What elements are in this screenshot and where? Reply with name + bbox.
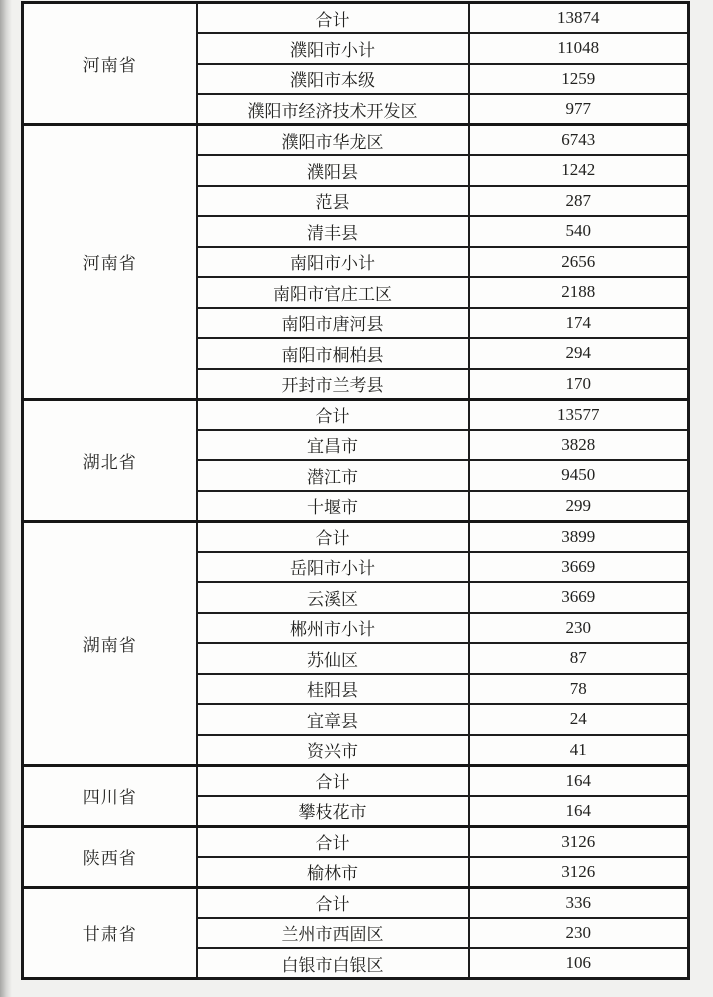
value-cell: 294 <box>469 338 689 369</box>
value-cell: 2656 <box>469 247 689 278</box>
region-cell: 郴州市小计 <box>197 613 469 644</box>
value-cell: 3899 <box>469 521 689 552</box>
value-cell: 6743 <box>469 125 689 156</box>
table-row <box>23 826 689 857</box>
region-cell: 白银市白银区 <box>197 948 469 979</box>
table-row <box>23 125 689 156</box>
region-cell: 岳阳市小计 <box>197 552 469 583</box>
value-cell: 299 <box>469 491 689 522</box>
region-cell: 苏仙区 <box>197 643 469 674</box>
value-cell: 13874 <box>469 3 689 34</box>
value-cell: 3669 <box>469 582 689 613</box>
region-cell: 开封市兰考县 <box>197 369 469 400</box>
value-cell: 13577 <box>469 399 689 430</box>
value-cell: 24 <box>469 704 689 735</box>
value-cell: 230 <box>469 918 689 949</box>
table-row <box>23 765 689 796</box>
province-cell: 河南省 <box>23 3 197 125</box>
value-cell: 87 <box>469 643 689 674</box>
region-cell: 榆林市 <box>197 857 469 888</box>
region-cell: 濮阳市本级 <box>197 64 469 95</box>
table-body <box>23 3 689 979</box>
table-row <box>23 3 689 34</box>
region-cell: 十堰市 <box>197 491 469 522</box>
value-cell: 1242 <box>469 155 689 186</box>
region-cell: 合计 <box>197 826 469 857</box>
value-cell: 170 <box>469 369 689 400</box>
province-cell: 陕西省 <box>23 826 197 887</box>
value-cell: 11048 <box>469 33 689 64</box>
region-cell: 濮阳县 <box>197 155 469 186</box>
region-cell: 南阳市小计 <box>197 247 469 278</box>
region-cell: 桂阳县 <box>197 674 469 705</box>
value-cell: 3126 <box>469 826 689 857</box>
value-cell: 9450 <box>469 460 689 491</box>
region-cell: 南阳市官庄工区 <box>197 277 469 308</box>
province-cell: 四川省 <box>23 765 197 826</box>
province-statistics-table <box>21 1 690 980</box>
scan-edge-shadow <box>0 0 12 997</box>
value-cell: 2188 <box>469 277 689 308</box>
region-cell: 合计 <box>197 521 469 552</box>
value-cell: 230 <box>469 613 689 644</box>
region-cell: 濮阳市经济技术开发区 <box>197 94 469 125</box>
province-cell: 湖南省 <box>23 521 197 765</box>
table-row <box>23 399 689 430</box>
province-cell: 甘肃省 <box>23 887 197 979</box>
value-cell: 287 <box>469 186 689 217</box>
region-cell: 潜江市 <box>197 460 469 491</box>
region-cell: 云溪区 <box>197 582 469 613</box>
table-row <box>23 521 689 552</box>
value-cell: 3828 <box>469 430 689 461</box>
region-cell: 资兴市 <box>197 735 469 766</box>
region-cell: 兰州市西固区 <box>197 918 469 949</box>
region-cell: 攀枝花市 <box>197 796 469 827</box>
region-cell: 合计 <box>197 765 469 796</box>
value-cell: 164 <box>469 796 689 827</box>
region-cell: 宜昌市 <box>197 430 469 461</box>
value-cell: 78 <box>469 674 689 705</box>
province-cell: 河南省 <box>23 125 197 400</box>
value-cell: 41 <box>469 735 689 766</box>
region-cell: 南阳市桐柏县 <box>197 338 469 369</box>
region-cell: 南阳市唐河县 <box>197 308 469 339</box>
region-cell: 宜章县 <box>197 704 469 735</box>
region-cell: 清丰县 <box>197 216 469 247</box>
value-cell: 1259 <box>469 64 689 95</box>
value-cell: 540 <box>469 216 689 247</box>
region-cell: 范县 <box>197 186 469 217</box>
region-cell: 濮阳市华龙区 <box>197 125 469 156</box>
region-cell: 合计 <box>197 3 469 34</box>
value-cell: 3669 <box>469 552 689 583</box>
table-row <box>23 887 689 918</box>
region-cell: 合计 <box>197 887 469 918</box>
value-cell: 164 <box>469 765 689 796</box>
value-cell: 174 <box>469 308 689 339</box>
region-cell: 濮阳市小计 <box>197 33 469 64</box>
value-cell: 106 <box>469 948 689 979</box>
province-cell: 湖北省 <box>23 399 197 521</box>
value-cell: 3126 <box>469 857 689 888</box>
value-cell: 977 <box>469 94 689 125</box>
region-cell: 合计 <box>197 399 469 430</box>
value-cell: 336 <box>469 887 689 918</box>
